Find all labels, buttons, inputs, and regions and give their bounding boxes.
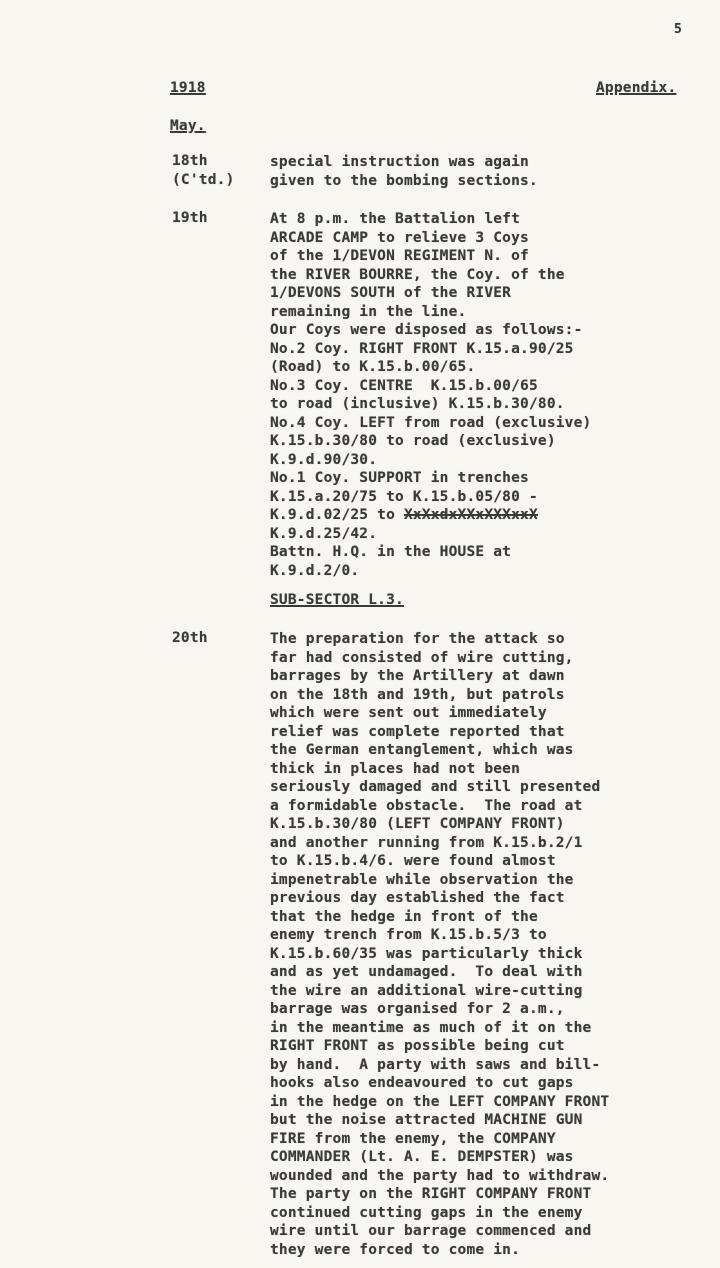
text-line: K.15.a.20/75 to K.15.b.05/80 - bbox=[270, 488, 538, 505]
text-line: seriously damaged and still presented bbox=[270, 779, 601, 795]
entry-text-19th bbox=[270, 210, 591, 580]
text-line: (Road) to K.15.b.00/65. bbox=[270, 359, 476, 375]
text-line: No.3 Coy. CENTRE K.15.b.00/65 bbox=[270, 377, 538, 394]
entry-date-19th: 19th bbox=[172, 210, 208, 226]
entry-text-18th bbox=[270, 153, 538, 190]
text-line: impenetrable while observation the bbox=[270, 871, 574, 888]
header-appendix: Appendix. bbox=[596, 80, 677, 96]
text-line: K.15.b.60/35 was particularly thick bbox=[270, 945, 583, 962]
text-line: enemy trench from K.15.b.5/3 to bbox=[270, 927, 547, 943]
text-line: but the noise attracted MACHINE GUN bbox=[270, 1112, 583, 1128]
text-line: RIGHT FRONT as possible being cut bbox=[270, 1038, 565, 1054]
text-line: ARCADE CAMP to relieve 3 Coys bbox=[270, 229, 529, 246]
text-line: on the 18th and 19th, but patrols bbox=[270, 686, 565, 703]
text-line: FIRE from the enemy, the COMPANY bbox=[270, 1130, 556, 1147]
text-line: given to the bombing sections. bbox=[270, 172, 538, 189]
text-line: by hand. A party with saws and bill- bbox=[270, 1056, 601, 1073]
text-line: The preparation for the attack so bbox=[270, 631, 565, 647]
text-line: to road (inclusive) K.15.b.30/80. bbox=[270, 396, 565, 412]
text-line: hooks also endeavoured to cut gaps bbox=[270, 1075, 574, 1091]
text-line: the wire an additional wire-cutting bbox=[270, 982, 583, 999]
text-line: they were forced to come in. bbox=[270, 1241, 521, 1258]
text-line: far had consisted of wire cutting, bbox=[270, 649, 574, 666]
text-line: wounded and the party had to withdraw. bbox=[270, 1167, 610, 1184]
text-line: continued cutting gaps in the enemy bbox=[270, 1204, 583, 1221]
entry-date-18th: 18th bbox=[172, 153, 208, 169]
text-line: of the 1/DEVON REGIMENT N. of bbox=[270, 248, 529, 264]
text-line: previous day established the fact bbox=[270, 890, 565, 906]
text-line: Our Coys were disposed as follows:- bbox=[270, 322, 583, 338]
text-line: a formidable obstacle. The road at bbox=[270, 797, 583, 814]
text-line: special instruction was again bbox=[270, 154, 529, 170]
text-line: K.15.b.30/80 (LEFT COMPANY FRONT) bbox=[270, 816, 565, 832]
text-line: No.1 Coy. SUPPORT in trenches bbox=[270, 470, 529, 486]
text-line: K.9.d.90/30. bbox=[270, 451, 378, 468]
text-line: to K.15.b.4/6. were found almost bbox=[270, 853, 556, 869]
text-line: thick in places had not been bbox=[270, 760, 521, 777]
entry-date-continued: (C'td.) bbox=[172, 172, 235, 188]
text-line: in the hedge on the LEFT COMPANY FRONT bbox=[270, 1093, 610, 1110]
text-line: wire until our barrage commenced and bbox=[270, 1223, 592, 1239]
text-line: and as yet undamaged. To deal with bbox=[270, 964, 583, 980]
text-line: COMMANDER (Lt. A. E. DEMPSTER) was bbox=[270, 1149, 574, 1165]
text-line: barrage was organised for 2 a.m., bbox=[270, 1001, 565, 1017]
text-line: the German entanglement, which was bbox=[270, 742, 574, 758]
text-line: 1/DEVONS SOUTH of the RIVER bbox=[270, 285, 512, 301]
text-line: The party on the RIGHT COMPANY FRONT bbox=[270, 1186, 592, 1202]
text-line: At 8 p.m. the Battalion left bbox=[270, 211, 521, 227]
text-line: K.9.d.25/42. bbox=[270, 525, 378, 542]
text-line: that the hedge in front of the bbox=[270, 908, 538, 925]
header-year: 1918 bbox=[170, 80, 206, 96]
text-line: and another running from K.15.b.2/1 bbox=[270, 834, 583, 851]
text-line: remaining in the line. bbox=[270, 303, 467, 320]
text-line: No.4 Coy. LEFT from road (exclusive) bbox=[270, 414, 592, 431]
text-line: which were sent out immediately bbox=[270, 705, 547, 721]
text-line: in the meantime as much of it on the bbox=[270, 1019, 592, 1036]
struck-out-text: XxXxdxXXxXXXxxX bbox=[403, 507, 538, 523]
text-line: barrages by the Artillery at dawn bbox=[270, 668, 565, 684]
text-line: K.9.d.2/0. bbox=[270, 562, 360, 579]
text-line: relief was complete reported that bbox=[270, 723, 565, 740]
text-line: K.9.d.02/25 to bbox=[270, 507, 404, 523]
text-line: No.2 Coy. RIGHT FRONT K.15.a.90/25 bbox=[270, 340, 574, 357]
month-heading: May. bbox=[170, 118, 206, 134]
text-line: Battn. H.Q. in the HOUSE at bbox=[270, 544, 512, 560]
text-line: the RIVER BOURRE, the Coy. of the bbox=[270, 266, 565, 283]
text-line: K.15.b.30/80 to road (exclusive) bbox=[270, 433, 556, 449]
sub-sector-heading: SUB-SECTOR L.3. bbox=[270, 592, 404, 608]
text-line-with-strike bbox=[270, 506, 591, 525]
entry-text-20th bbox=[270, 630, 609, 1259]
entry-date-20th: 20th bbox=[172, 630, 208, 646]
page-number: 5 bbox=[674, 22, 683, 37]
